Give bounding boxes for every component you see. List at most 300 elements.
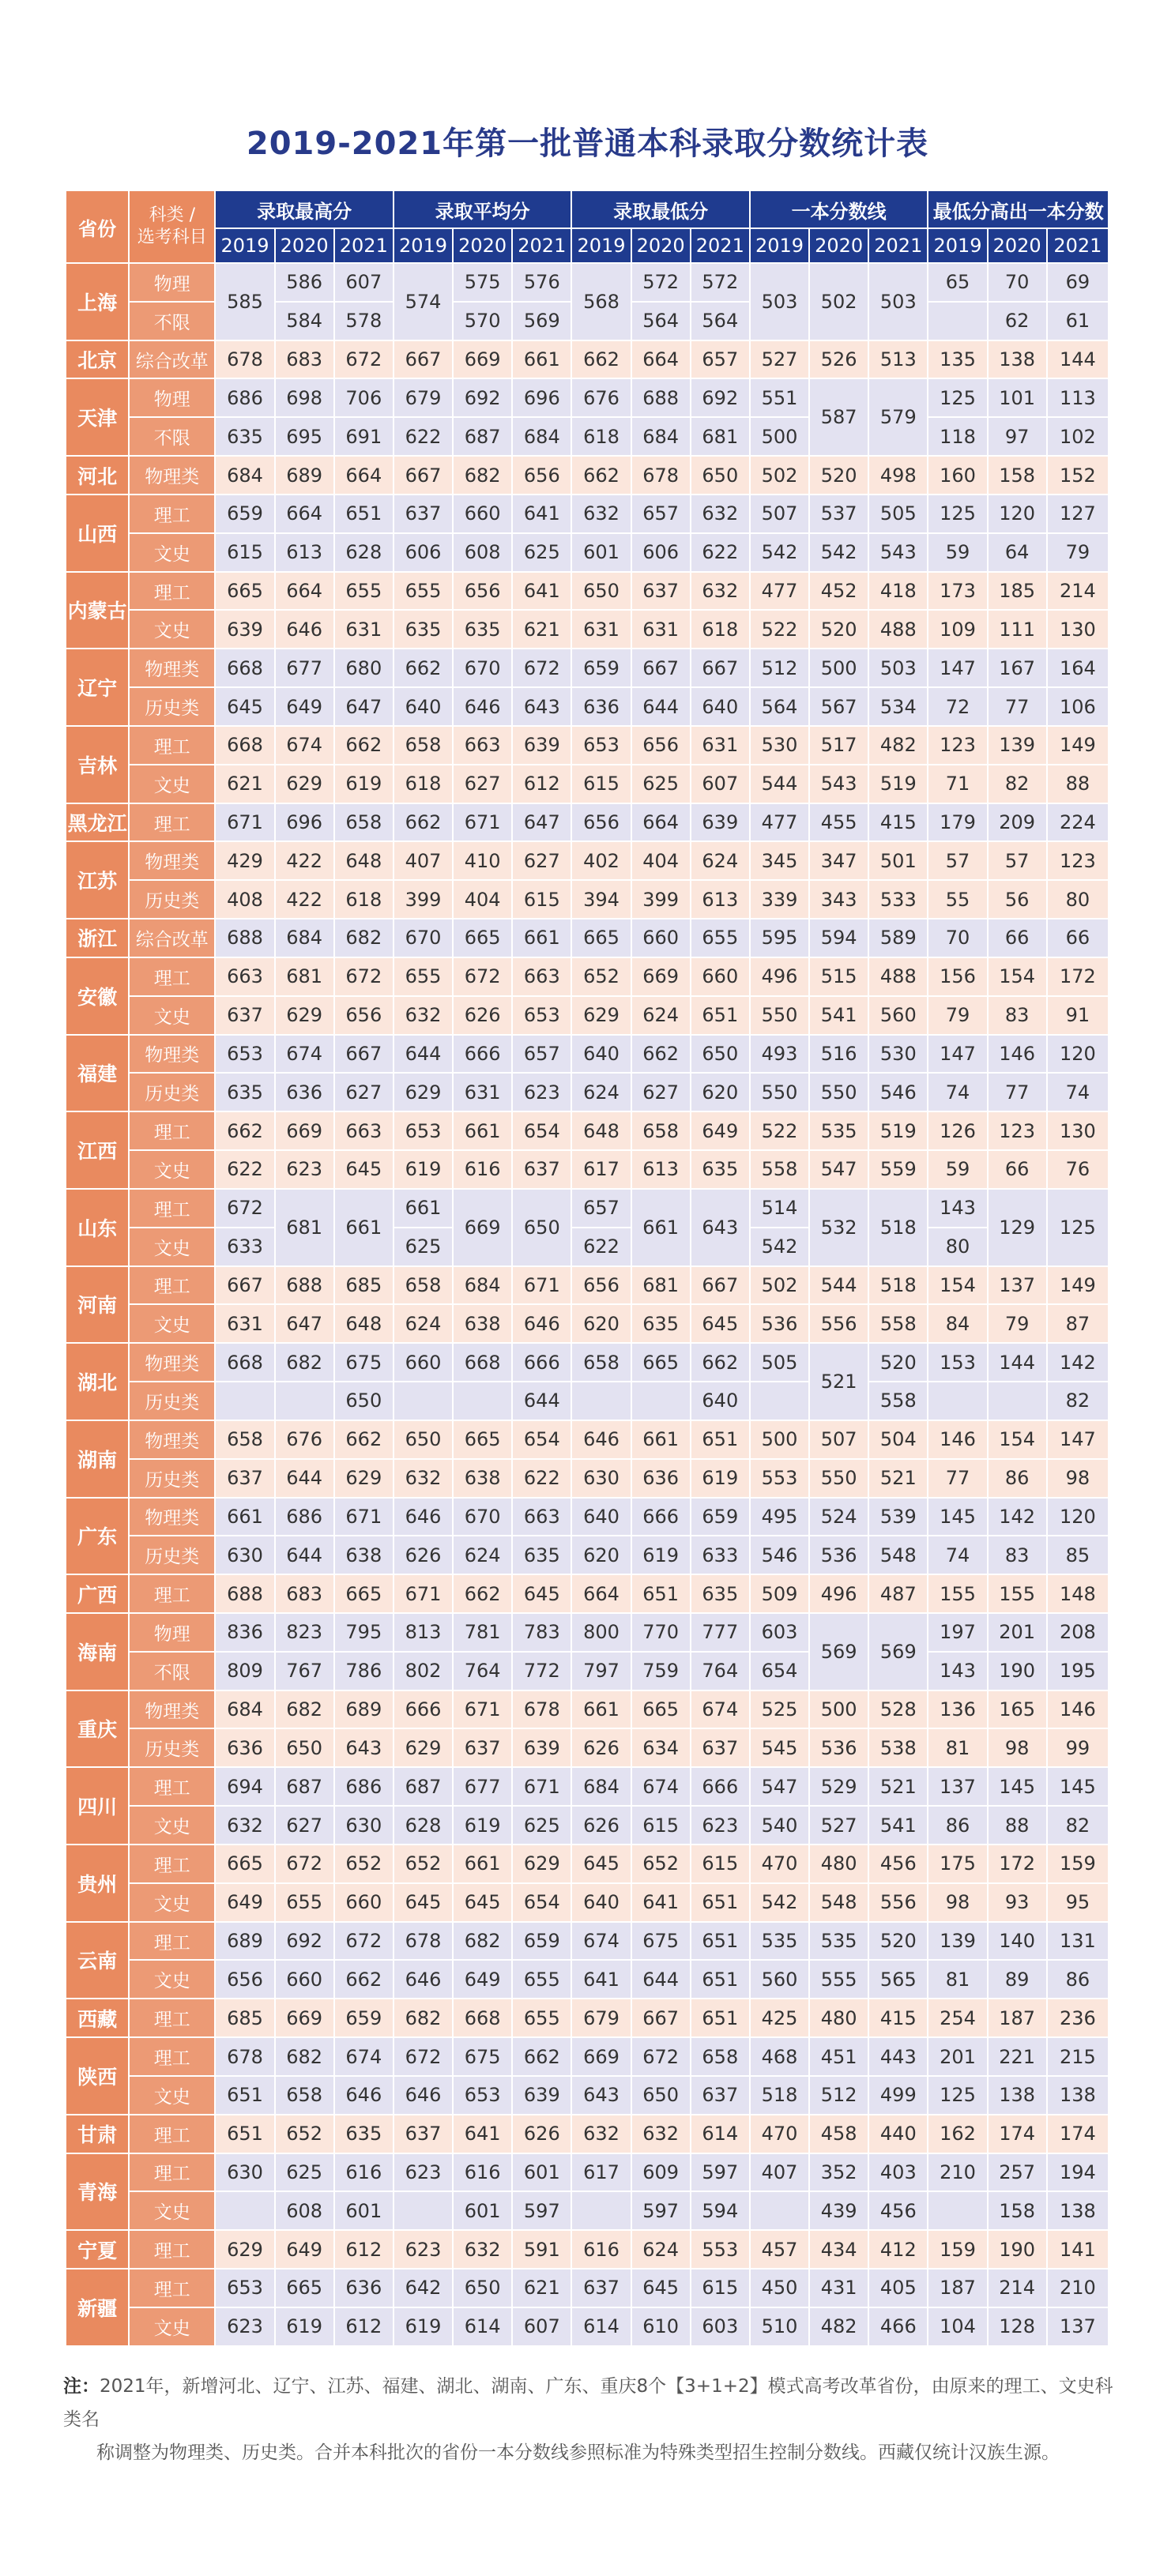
value-cell: 667 (691, 649, 750, 687)
footnote (63, 2370, 1114, 2469)
category-cell: 文史 (129, 1150, 215, 1189)
value-cell: 502 (750, 1266, 809, 1305)
category-cell: 不限 (129, 417, 215, 456)
value-cell: 686 (334, 1767, 394, 1806)
value-cell: 525 (750, 1690, 809, 1729)
value-cell: 648 (571, 1111, 631, 1150)
value-cell: 627 (512, 841, 571, 880)
value-cell: 154 (988, 1420, 1047, 1459)
value-cell: 615 (512, 880, 571, 919)
value-cell: 656 (571, 803, 631, 842)
value-cell: 547 (750, 1767, 809, 1806)
value-cell: 98 (928, 1883, 987, 1922)
value-cell: 653 (215, 1035, 274, 1074)
value-cell (928, 302, 987, 340)
value-cell: 668 (453, 1999, 512, 2037)
table-row (66, 1420, 1109, 1459)
value-cell: 505 (750, 1343, 809, 1382)
value-cell: 651 (631, 1574, 691, 1613)
value-cell: 667 (215, 1266, 274, 1305)
value-cell: 609 (631, 2153, 691, 2192)
value-cell: 632 (631, 2115, 691, 2153)
page-title: 2019-2021年第一批普通本科录取分数统计表 (246, 126, 929, 162)
value-cell: 614 (571, 2307, 631, 2346)
value-cell: 661 (453, 1845, 512, 1883)
footnote-line-1: 2021年，新增河北、辽宁、江苏、福建、湖北、湖南、广东、重庆8个【3+1+2】模式高考改革省份，由原来的理工、文史科类名 (63, 2376, 1113, 2430)
value-cell: 482 (809, 2307, 868, 2346)
value-cell: 194 (1047, 2153, 1109, 2192)
value-cell: 682 (275, 1690, 334, 1729)
value-cell: 632 (691, 572, 750, 611)
value-cell: 540 (750, 1806, 809, 1845)
value-cell: 651 (691, 1922, 750, 1961)
value-cell: 542 (750, 1883, 809, 1922)
value-cell: 399 (394, 880, 453, 919)
value-cell: 632 (215, 1806, 274, 1845)
value-cell: 680 (334, 649, 394, 687)
value-cell: 637 (215, 1459, 274, 1498)
category-cell: 理工 (129, 1845, 215, 1883)
value-cell: 629 (334, 1459, 394, 1498)
value-cell: 640 (394, 687, 453, 726)
value-cell: 646 (394, 1498, 453, 1536)
table-row (66, 649, 1109, 687)
value-cell: 626 (453, 996, 512, 1035)
value-cell (928, 2191, 987, 2230)
value-cell: 507 (809, 1420, 868, 1459)
value-cell: 619 (394, 1150, 453, 1189)
value-cell: 616 (334, 2153, 394, 2192)
value-cell: 658 (394, 726, 453, 765)
value-cell: 503 (750, 263, 809, 340)
value-cell: 645 (571, 1845, 631, 1883)
value-cell: 636 (571, 687, 631, 726)
value-cell: 645 (512, 1574, 571, 1613)
province-name: 北京 (66, 340, 129, 379)
value-cell: 520 (809, 610, 868, 649)
province-name: 江苏 (66, 841, 129, 919)
value-cell: 661 (334, 1189, 394, 1266)
value-cell: 99 (1047, 1728, 1109, 1767)
value-cell: 502 (809, 263, 868, 340)
value-cell: 615 (691, 2269, 750, 2307)
value-cell: 615 (571, 765, 631, 803)
value-cell: 128 (988, 2307, 1047, 2346)
value-cell: 674 (275, 1035, 334, 1074)
value-cell: 66 (1047, 919, 1109, 957)
value-cell: 125 (928, 2076, 987, 2115)
value-cell: 500 (809, 1690, 868, 1729)
value-cell: 684 (275, 919, 334, 957)
value-cell: 510 (750, 2307, 809, 2346)
value-cell: 574 (394, 263, 453, 340)
value-cell: 519 (868, 1111, 928, 1150)
value-cell: 612 (512, 765, 571, 803)
value-cell: 610 (631, 2307, 691, 2346)
value-cell: 518 (868, 1266, 928, 1305)
value-cell: 507 (750, 495, 809, 533)
value-cell: 550 (750, 1073, 809, 1111)
header-group-max: 录取最高分 (215, 190, 394, 228)
value-cell: 627 (275, 1806, 334, 1845)
value-cell: 597 (631, 2191, 691, 2230)
value-cell: 556 (868, 1883, 928, 1922)
value-cell: 625 (512, 533, 571, 572)
value-cell: 637 (453, 1728, 512, 1767)
value-cell: 619 (453, 1806, 512, 1845)
value-cell: 145 (988, 1767, 1047, 1806)
category-cell: 物理 (129, 378, 215, 417)
value-cell: 558 (750, 1150, 809, 1189)
value-cell: 512 (750, 649, 809, 687)
value-cell: 159 (928, 2230, 987, 2269)
header-group-avg: 录取平均分 (394, 190, 572, 228)
value-cell: 661 (215, 1498, 274, 1536)
table-row (66, 417, 1109, 456)
value-cell: 65 (928, 263, 987, 302)
value-cell: 655 (394, 957, 453, 996)
value-cell: 623 (275, 1150, 334, 1189)
value-cell: 667 (691, 1266, 750, 1305)
value-cell: 643 (691, 1189, 750, 1266)
value-cell: 352 (809, 2153, 868, 2192)
value-cell: 661 (512, 919, 571, 957)
value-cell: 87 (1047, 1304, 1109, 1343)
table-row (66, 263, 1109, 302)
value-cell: 567 (809, 687, 868, 726)
value-cell: 88 (988, 1806, 1047, 1845)
value-cell: 800 (571, 1613, 631, 1652)
value-cell: 221 (988, 2037, 1047, 2076)
category-cell: 理工 (129, 1922, 215, 1961)
value-cell: 674 (571, 1922, 631, 1961)
value-cell: 519 (868, 765, 928, 803)
value-cell: 625 (631, 765, 691, 803)
value-cell: 706 (334, 378, 394, 417)
value-cell: 663 (512, 957, 571, 996)
value-cell: 146 (928, 1420, 987, 1459)
value-cell: 86 (928, 1806, 987, 1845)
value-cell: 659 (571, 649, 631, 687)
header-years-row (66, 228, 1109, 263)
table-row (66, 2153, 1109, 2192)
table-row (66, 2115, 1109, 2153)
value-cell: 635 (512, 1536, 571, 1574)
value-cell: 503 (868, 649, 928, 687)
value-cell: 655 (512, 1960, 571, 1999)
header-group-min: 录取最低分 (571, 190, 750, 228)
category-cell: 综合改革 (129, 340, 215, 379)
category-cell: 文史 (129, 996, 215, 1035)
value-cell: 155 (928, 1574, 987, 1613)
value-cell: 405 (868, 2269, 928, 2307)
value-cell: 579 (868, 378, 928, 456)
category-cell: 文史 (129, 610, 215, 649)
value-cell: 641 (512, 495, 571, 533)
value-cell: 601 (571, 533, 631, 572)
value-cell: 633 (215, 1228, 274, 1266)
value-cell: 528 (868, 1690, 928, 1729)
value-cell: 683 (275, 340, 334, 379)
province-name: 宁夏 (66, 2230, 129, 2269)
value-cell: 172 (988, 1845, 1047, 1883)
value-cell: 147 (1047, 1420, 1109, 1459)
province-name: 河南 (66, 1266, 129, 1344)
value-cell: 652 (631, 1845, 691, 1883)
value-cell: 797 (571, 1652, 631, 1690)
value-cell: 138 (988, 340, 1047, 379)
value-cell: 123 (928, 726, 987, 765)
value-cell: 655 (334, 572, 394, 611)
value-cell: 665 (571, 919, 631, 957)
value-cell: 415 (868, 803, 928, 842)
value-cell: 626 (512, 2115, 571, 2153)
value-cell: 82 (1047, 1806, 1109, 1845)
table-row (66, 378, 1109, 417)
value-cell: 403 (868, 2153, 928, 2192)
category-cell: 理工 (129, 2115, 215, 2153)
value-cell: 77 (988, 687, 1047, 726)
value-cell: 667 (394, 340, 453, 379)
value-cell (988, 1382, 1047, 1420)
value-cell: 795 (334, 1613, 394, 1652)
value-cell: 612 (334, 2307, 394, 2346)
value-cell: 646 (334, 2076, 394, 2115)
value-cell: 658 (691, 2037, 750, 2076)
value-cell: 670 (394, 919, 453, 957)
value-cell: 681 (275, 1189, 334, 1266)
value-cell: 214 (1047, 572, 1109, 611)
value-cell: 659 (215, 495, 274, 533)
table-row (66, 572, 1109, 611)
category-cell: 文史 (129, 533, 215, 572)
category-cell: 文史 (129, 1960, 215, 1999)
value-cell: 137 (988, 1266, 1047, 1305)
value-cell: 190 (988, 2230, 1047, 2269)
value-cell: 786 (334, 1652, 394, 1690)
value-cell: 674 (334, 2037, 394, 2076)
value-cell (750, 1382, 809, 1420)
value-cell: 689 (275, 456, 334, 495)
value-cell: 641 (631, 1883, 691, 1922)
value-cell: 527 (809, 1806, 868, 1845)
value-cell: 655 (512, 1999, 571, 2037)
value-cell: 123 (1047, 841, 1109, 880)
value-cell: 612 (334, 2230, 394, 2269)
value-cell: 624 (453, 1536, 512, 1574)
value-cell: 402 (571, 841, 631, 880)
value-cell: 677 (275, 649, 334, 687)
value-cell: 635 (215, 1073, 274, 1111)
value-cell: 643 (334, 1728, 394, 1767)
value-cell: 781 (453, 1613, 512, 1652)
value-cell: 630 (215, 1536, 274, 1574)
value-cell: 399 (631, 880, 691, 919)
value-cell: 645 (453, 1883, 512, 1922)
value-cell: 109 (928, 610, 987, 649)
category-cell: 文史 (129, 2076, 215, 2115)
value-cell: 656 (215, 1960, 274, 1999)
category-cell: 理工 (129, 957, 215, 996)
value-cell: 521 (868, 1767, 928, 1806)
value-cell: 678 (215, 2037, 274, 2076)
value-cell: 654 (512, 1111, 571, 1150)
table-row (66, 456, 1109, 495)
table-row (66, 1536, 1109, 1574)
value-cell: 127 (1047, 495, 1109, 533)
value-cell: 535 (809, 1111, 868, 1150)
value-cell: 672 (453, 957, 512, 996)
value-cell: 104 (928, 2307, 987, 2346)
value-cell: 555 (809, 1960, 868, 1999)
value-cell: 676 (275, 1420, 334, 1459)
value-cell: 635 (691, 1574, 750, 1613)
value-cell: 687 (394, 1767, 453, 1806)
value-cell: 118 (928, 417, 987, 456)
table-row (66, 1035, 1109, 1074)
category-cell: 文史 (129, 1883, 215, 1922)
value-cell: 95 (1047, 1883, 1109, 1922)
value-cell: 662 (215, 1111, 274, 1150)
value-cell: 434 (809, 2230, 868, 2269)
value-cell: 681 (691, 417, 750, 456)
province-name: 上海 (66, 263, 129, 340)
value-cell: 613 (631, 1150, 691, 1189)
value-cell: 622 (394, 417, 453, 456)
value-cell: 645 (334, 1150, 394, 1189)
value-cell: 190 (988, 1652, 1047, 1690)
value-cell: 629 (275, 996, 334, 1035)
value-cell: 614 (691, 2115, 750, 2153)
value-cell: 431 (809, 2269, 868, 2307)
value-cell: 603 (750, 1613, 809, 1652)
province-name: 青海 (66, 2153, 129, 2231)
value-cell: 522 (750, 1111, 809, 1150)
value-cell: 542 (750, 533, 809, 572)
value-cell: 654 (750, 1652, 809, 1690)
value-cell: 443 (868, 2037, 928, 2076)
value-cell: 59 (928, 1150, 987, 1189)
table-row (66, 1150, 1109, 1189)
value-cell (571, 1382, 631, 1420)
value-cell: 682 (334, 919, 394, 957)
value-cell: 658 (275, 2076, 334, 2115)
value-cell: 692 (275, 1922, 334, 1961)
table-row (66, 1883, 1109, 1922)
table-row (66, 2076, 1109, 2115)
value-cell: 688 (275, 1266, 334, 1305)
value-cell: 636 (275, 1073, 334, 1111)
value-cell: 619 (691, 1459, 750, 1498)
table-row (66, 957, 1109, 996)
value-cell: 668 (453, 1343, 512, 1382)
table-row (66, 1652, 1109, 1690)
value-cell: 653 (453, 2076, 512, 2115)
value-cell: 661 (394, 1189, 453, 1228)
category-cell: 文史 (129, 2191, 215, 2230)
value-cell: 637 (571, 2269, 631, 2307)
category-cell: 历史类 (129, 1073, 215, 1111)
value-cell: 113 (1047, 378, 1109, 417)
value-cell: 613 (275, 533, 334, 572)
value-cell: 623 (512, 1073, 571, 1111)
value-cell: 671 (512, 1266, 571, 1305)
value-cell: 71 (928, 765, 987, 803)
value-cell: 672 (394, 2037, 453, 2076)
value-cell: 601 (453, 2191, 512, 2230)
value-cell: 457 (750, 2230, 809, 2269)
value-cell: 666 (631, 1498, 691, 1536)
province-name: 黑龙江 (66, 803, 129, 842)
header-group-diff: 最低分高出一本分数 (928, 190, 1109, 228)
value-cell: 674 (275, 726, 334, 765)
value-cell: 345 (750, 841, 809, 880)
value-cell: 647 (275, 1304, 334, 1343)
value-cell: 144 (1047, 340, 1109, 379)
value-cell: 544 (750, 765, 809, 803)
value-cell: 500 (809, 649, 868, 687)
value-cell: 657 (512, 1035, 571, 1074)
header-year: 2019 (571, 228, 631, 263)
value-cell: 61 (1047, 302, 1109, 340)
value-cell: 666 (691, 1767, 750, 1806)
province-name: 山西 (66, 495, 129, 572)
value-cell: 682 (453, 1922, 512, 1961)
value-cell: 101 (988, 378, 1047, 417)
value-cell: 618 (571, 417, 631, 456)
table-row (66, 1382, 1109, 1420)
table-row (66, 1845, 1109, 1883)
value-cell: 164 (1047, 649, 1109, 687)
value-cell: 407 (394, 841, 453, 880)
value-cell: 622 (215, 1150, 274, 1189)
value-cell: 642 (394, 2269, 453, 2307)
table-row (66, 996, 1109, 1035)
province-name: 新疆 (66, 2269, 129, 2346)
value-cell: 586 (275, 263, 334, 302)
category-cell: 文史 (129, 1228, 215, 1266)
value-cell: 658 (394, 1266, 453, 1305)
category-cell: 物理类 (129, 1498, 215, 1536)
table-row (66, 1922, 1109, 1961)
value-cell: 644 (512, 1382, 571, 1420)
value-cell: 616 (453, 2153, 512, 2192)
value-cell: 499 (868, 2076, 928, 2115)
province-name: 海南 (66, 1613, 129, 1690)
value-cell: 145 (928, 1498, 987, 1536)
province-name: 陕西 (66, 2037, 129, 2115)
value-cell: 767 (275, 1652, 334, 1690)
header-year: 2019 (394, 228, 453, 263)
value-cell: 142 (988, 1498, 1047, 1536)
value-cell: 482 (868, 726, 928, 765)
value-cell: 644 (631, 687, 691, 726)
value-cell: 77 (988, 1073, 1047, 1111)
value-cell: 125 (928, 495, 987, 533)
value-cell: 644 (275, 1536, 334, 1574)
value-cell: 455 (809, 803, 868, 842)
value-cell: 515 (809, 957, 868, 996)
value-cell: 66 (988, 919, 1047, 957)
value-cell: 678 (394, 1922, 453, 1961)
value-cell: 629 (394, 1073, 453, 1111)
value-cell: 764 (453, 1652, 512, 1690)
province-name: 广西 (66, 1574, 129, 1613)
value-cell: 630 (215, 2153, 274, 2192)
value-cell: 619 (334, 765, 394, 803)
value-cell: 659 (512, 1922, 571, 1961)
value-cell: 522 (750, 610, 809, 649)
